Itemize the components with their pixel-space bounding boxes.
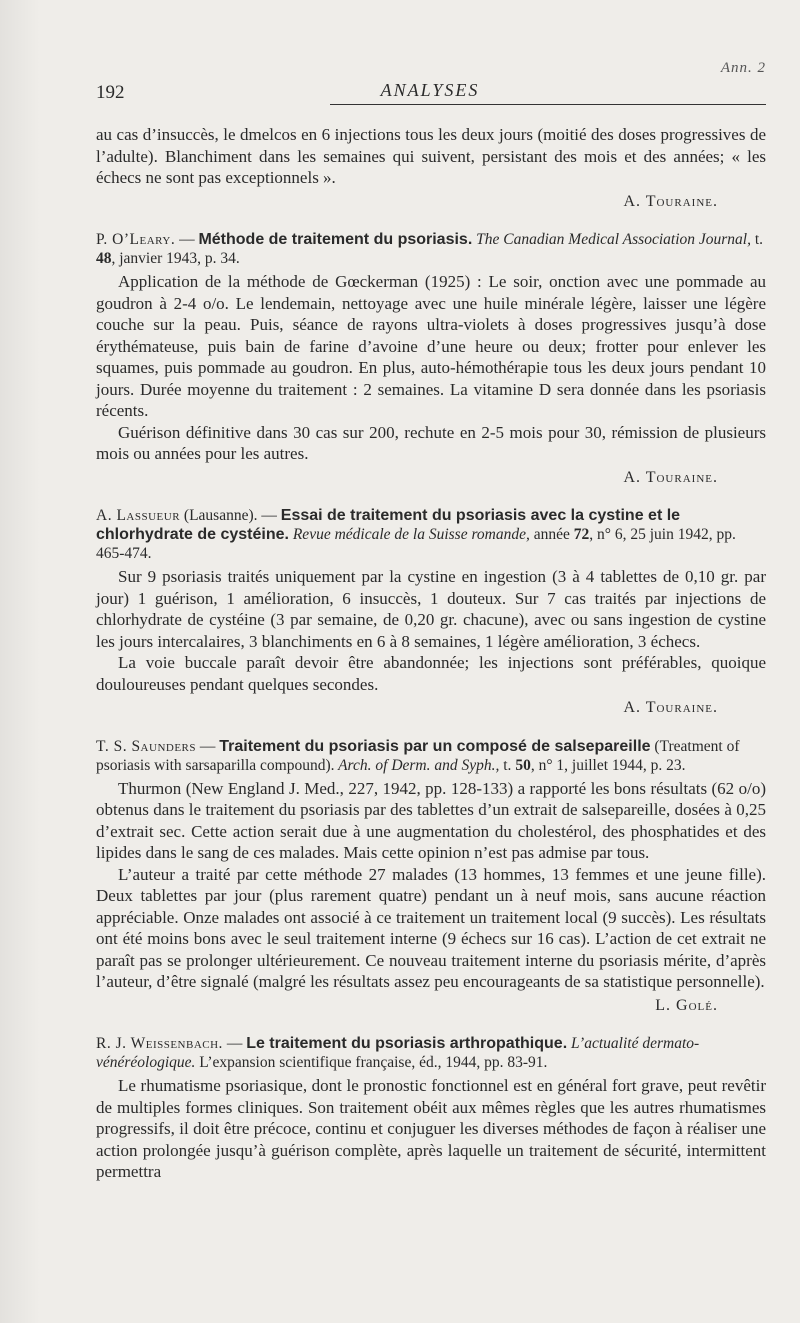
citation-date: , n° 6, 25 juin 1942, pp. 465-474. bbox=[96, 526, 736, 562]
abstract-signature: A. Touraine. bbox=[623, 468, 718, 486]
citation-date: , n° 1, juillet 1944, p. 23. bbox=[530, 756, 686, 774]
citation bbox=[96, 506, 766, 563]
abstract-paragraph: Sur 9 psoriasis traités uniquement par la cystine en ingestion (3 à 4 tablettes de 0,10 gr. par jour) 1 guérison, 1 amélioration, 6 insuccès, 1 douteux. Sur 7 cas traités par injections de chlorhydrate de cystéine (3 par semaine, de 0,20 gr. chacune), avec ou sans ingestion de cystine les jours intercalaires, 3 blanchiments en 6 à 8 semaines, 1 légère amélioration, 3 échecs. bbox=[96, 567, 766, 651]
citation-detail: L’expansion scientifique française, éd., 1944, pp. 83-91. bbox=[195, 1054, 548, 1071]
citation bbox=[96, 737, 766, 775]
citation-author-place: (Lausanne). bbox=[180, 507, 258, 524]
abstract-paragraph: La voie buccale paraît devoir être abandonnée; les injections sont préférables, quoique douloureuses pendant quelques secondes. bbox=[96, 653, 766, 694]
running-title: ANALYSES bbox=[380, 80, 480, 100]
citation bbox=[96, 230, 766, 268]
header-rule bbox=[330, 104, 766, 105]
citation-dash: — bbox=[196, 737, 220, 755]
abstract-entry bbox=[96, 1034, 766, 1183]
citation-detail: année bbox=[529, 526, 574, 543]
abstract-paragraph: au cas d’insuccès, le dmelcos en 6 injections tous les deux jours (moitié des doses progressives de l’adulte). Blanchiment dans les semaines qui suivent, persistant des mois et des années; « les échecs ne sont pas exceptionnels ». bbox=[96, 125, 766, 187]
corner-annotation: Ann. 2 bbox=[720, 60, 766, 76]
abstract-signature: L. Golé. bbox=[655, 996, 718, 1014]
citation-journal: L’actualité dermato-vénéréologique. bbox=[96, 1035, 700, 1071]
abstract-paragraph: Thurmon (New England J. Med., 227, 1942, pp. 128-133) a rapporté les bons résultats (62 o/o) obtenus dans le traitement du psoriasis par des tablettes d’un extrait de salsepareille, dosées à 0,25 d’extrait sec. Cette action serait due à une augmentation du cholestérol, des phosphatides et des lipides dans le sang de ces malades. Mais cette opinion n’est pas admise par tous. bbox=[96, 778, 766, 862]
abstract-paragraph: Le rhumatisme psoriasique, dont le pronostic fonctionnel est en général fort grave, peut revêtir de multiples formes cliniques. Son traitement obéit aux mêmes règles que les autres rhumatismes progressifs, il doit être précoce, continu et conjuguer les diverses méthodes de façon à réaliser une action prolongée jusqu’à guérison complète, après laquelle un traitement de sécurité, intermittent permettra bbox=[96, 1076, 766, 1181]
citation-date: , janvier 1943, p. 34. bbox=[111, 250, 240, 267]
citation-title-translation: (Treatment of psoriasis with sarsaparilla compound). bbox=[96, 737, 740, 774]
citation-author: T. S. Saunders bbox=[96, 737, 197, 755]
page-header bbox=[96, 80, 764, 106]
citation-author: P. O’Leary. bbox=[96, 231, 176, 248]
citation-journal: Arch. of Derm. and Syph., bbox=[334, 756, 500, 774]
citation-volume: 50 bbox=[515, 756, 531, 774]
citation-dash: — bbox=[257, 507, 281, 524]
continued-abstract bbox=[96, 124, 766, 212]
abstract-paragraph: Guérison définitive dans 30 cas sur 200, rechute en 2-5 mois pour 30, rémission de plusieurs mois ou années pour les autres. bbox=[96, 422, 766, 463]
page-body bbox=[96, 124, 766, 1183]
citation-dash: — bbox=[175, 231, 199, 248]
abstract-signature: A. Touraine. bbox=[623, 699, 718, 716]
citation-journal: Revue médicale de la Suisse romande, bbox=[288, 526, 530, 543]
citation-dash: — bbox=[222, 1035, 247, 1052]
citation-title: Essai de traitement du psoriasis avec la cystine et le chlorhydrate de cystéine. bbox=[96, 507, 681, 543]
abstract-paragraph: L’auteur a traité par cette méthode 27 malades (13 hommes, 13 femmes et une jeune fille). Deux tablettes par jour (plus rarement quatre) pendant un à neuf mois, sans aucune réaction appréciable. Onze malades ont associé à ce traitement un traitement local (9 succès). Les résultats ont été moins bons avec le seul traitement interne (9 échecs sur 16 cas). L’action de cet extrait ne paraît pas se prolonger ultérieurement. Ce nouveau traitement interne du psoriasis mérite, d’après l’auteur, d’être signalé (malgré les résultats assez peu encourageants de sa statistique personnelle). bbox=[96, 864, 766, 991]
citation bbox=[96, 1034, 766, 1072]
page-number: 192 bbox=[96, 82, 125, 103]
abstract-paragraph: Application de la méthode de Gœckerman (1925) : Le soir, onction avec une pommade au goudron à 2-4 o/o. Le lendemain, nettoyage avec une huile minérale légère, laisser une légère couche sur la peau. Puis, séance de rayons ultra-violets à doses progressives jusqu’à dose érythémateuse, puis bain de farine d’avoine d’une heure ou deux; frotter pour enlever les squames, puis pommade au goudron. En plus, auto-hémothérapie tous les deux jours pendant 10 jours. Durée moyenne du traitement : 2 semaines. La vitamine D sera donnée dans les psoriasis récents. bbox=[96, 272, 766, 420]
citation-title: Le traitement du psoriasis arthropathique. bbox=[246, 1035, 568, 1052]
citation-detail: t. bbox=[499, 756, 516, 774]
abstract-entry bbox=[96, 230, 766, 488]
citation-volume: 48 bbox=[96, 250, 112, 267]
citation-author: A. Lassueur bbox=[96, 507, 181, 524]
abstract-signature: A. Touraine. bbox=[623, 192, 718, 210]
citation-detail: t. bbox=[750, 231, 764, 248]
abstract-entry bbox=[96, 506, 766, 719]
citation-journal: The Canadian Medical Association Journal, bbox=[472, 231, 751, 248]
citation-title: Traitement du psoriasis par un composé de salsepareille bbox=[219, 737, 651, 755]
page-gutter-shadow bbox=[0, 0, 40, 1323]
citation-title: Méthode de traitement du psoriasis. bbox=[198, 231, 473, 248]
citation-author: R. J. Weissenbach. bbox=[96, 1035, 223, 1052]
citation-volume: 72 bbox=[573, 526, 590, 543]
abstract-entry bbox=[96, 737, 766, 1017]
